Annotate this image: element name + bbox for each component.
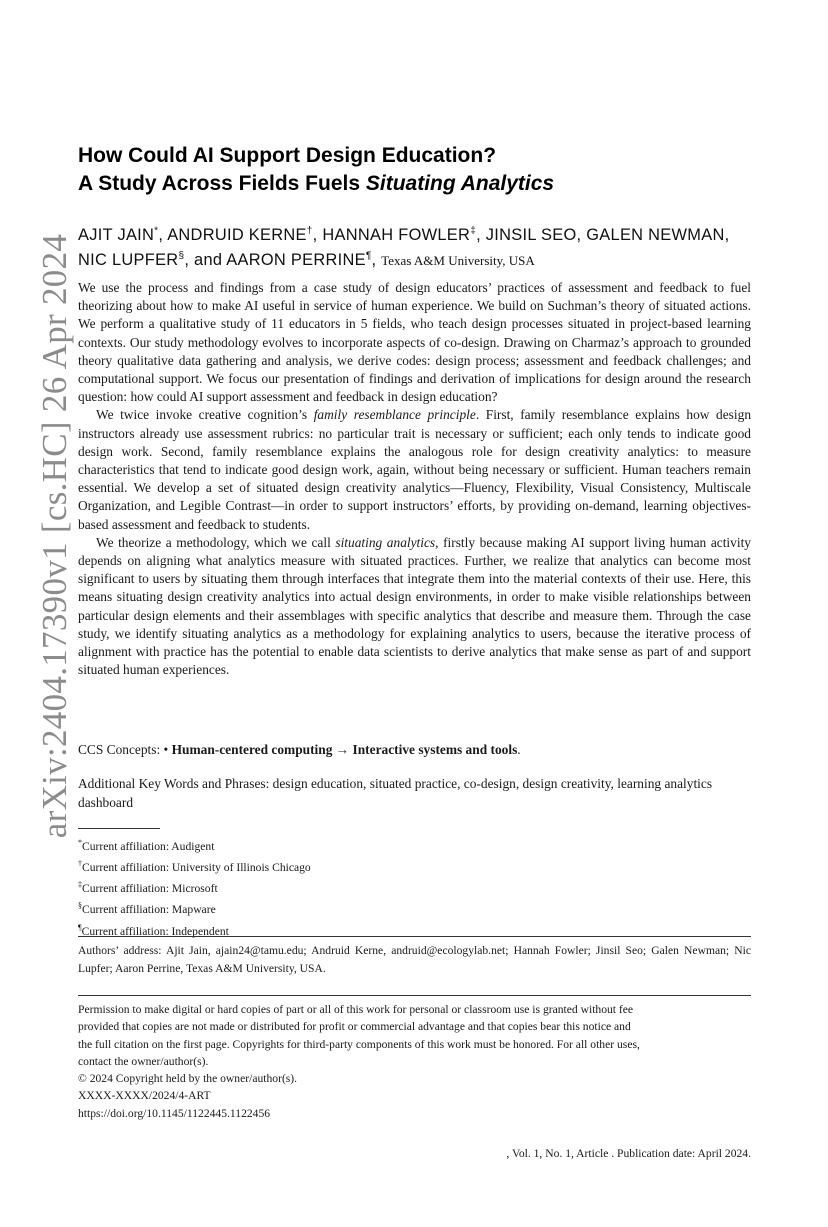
ccs-concepts [78, 741, 751, 759]
title-emphasis: Situating Analytics [365, 172, 555, 195]
ccs-label: CCS Concepts: • [78, 742, 172, 757]
abstract-paragraph-1: We use the process and findings from a case study of design educators’ practices of assessment and feedback to fuel theorizing about how to make AI useful in service of human experience. We build on Suchman’s theory of situated actions. We perform a qualitative study of 11 educators in 5 fields, who teach design processes situated in project-based learning contexts. Our study methodology evolves to incorporate aspects of co-design. Drawing on Charmaz’s approach to grounded theory qualitative data gathering and analysis, we derive codes: design process; assessment and feedback challenges; and computational support. We focus our presentation of findings and derivation of implications for design around the research question: how could AI support assessment and feedback in design education? [78, 280, 751, 405]
copyright-notice: © 2024 Copyright held by the owner/author(s). [78, 1072, 298, 1086]
footnote [78, 897, 751, 918]
author-mark: * [154, 225, 159, 237]
abstract-p3-text-a: We theorize a methodology, which we call [96, 534, 336, 550]
permission-line: the full citation on the first page. Copyrights for third-party components of this work must be honored. For all other uses, [78, 1037, 640, 1051]
doi-link[interactable]: https://doi.org/10.1145/1122445.1122456 [78, 1106, 271, 1120]
running-footer: , Vol. 1, No. 1, Article . Publication date: April 2024. [506, 1147, 751, 1160]
author-name: NIC LUPFER [78, 251, 179, 269]
arxiv-identifier: arXiv:2404.17390v1 [cs.HC] 26 Apr 2024 [35, 233, 74, 839]
ccs-arrow: → [332, 742, 353, 757]
abstract [78, 279, 751, 679]
author-name: AARON PERRINE [226, 251, 366, 269]
title-line-2 [78, 170, 751, 198]
footnote [78, 855, 751, 876]
footnote-mark: ‡ [78, 880, 82, 890]
author-mark: ¶ [365, 250, 372, 262]
permission-block [78, 1001, 751, 1122]
permission-line: Permission to make digital or hard copies of part or all of this work for personal or classroom use is granted without fee [78, 1003, 634, 1016]
author-mark: † [306, 225, 313, 237]
footnote-text: Current affiliation: Microsoft [82, 882, 218, 896]
abstract-p2-text-b: . First, family resemblance explains how design instructors already use assessment rubrics: no particular trait is necessary or sufficient; each only tends to indicate good design work. Second, family resemblance explains the analogous role for design creativity analytics: to measure characteristics that tend to indicate good design work, again, without being necessary or sufficient. Human teachers remain essential. We develop a set of situated design creativity analytics—Fluency, Flexibility, Visual Consistency, Multiscale Organization, and Legible Contrast—in order to support instructors’ efforts, by providing on-demand, learning objectives-based assessment and feedback to students. [78, 407, 752, 532]
abstract-p3-text-b: , firstly because making AI support living human activity depends on aligning what analytics measure with situated practices. Further, we realize that analytics can become most significant to users by situating them through interfaces that integrate them into the material contexts of their use. Here, this means situating design creativity analytics into actual design environments, in order to make visible relationships between particular design elements and their assemblages with specific analytics that describe and measure them. Through the case study, we identify situating analytics as a methodology for explaining analytics to users, because the iterative process of alignment with practice has the potential to enable data scientists to derive analytics that make sense as part of and support situated human experiences. [78, 534, 751, 678]
author-name: HANNAH FOWLER [322, 226, 471, 244]
footnote-text: Current affiliation: University of Illinois Chicago [82, 861, 311, 875]
footnote-text: Current affiliation: Independent [81, 924, 229, 938]
permission-line: contact the owner/author(s). [78, 1054, 209, 1068]
footnote [78, 834, 751, 855]
abstract-p2-text-a: We twice invoke creative cognition’s [96, 407, 314, 423]
authors-address: Authors’ address: Ajit Jain, ajain24@tamu.edu; Andruid Kerne, andruid@ecologylab.net; Hannah Fowler; Jinsil Seo; Galen Newman; Nic Lupfer; Aaron Perrine, Texas A&M University, USA. [78, 944, 751, 975]
author-list: AJIT JAIN*, ANDRUID KERNE†, HANNAH FOWLER‡, JINSIL SEO, GALEN NEWMAN, NIC LUPFER§, and AARON PERRINE¶, Texas A&M University, USA [78, 225, 730, 269]
footnote-mark: † [78, 859, 82, 869]
ccs-concept: Human-centered computing [171, 742, 333, 757]
permission-divider [78, 995, 751, 996]
authors-joiner: and [194, 251, 223, 269]
footnote-divider [78, 828, 160, 829]
author-name: JINSIL SEO [485, 226, 577, 244]
footnote-text: Current affiliation: Audigent [82, 839, 215, 853]
author-name: ANDRUID KERNE [167, 226, 307, 244]
author-name: GALEN NEWMAN [586, 226, 725, 244]
abstract-paragraph-2 [78, 406, 751, 533]
author-mark: § [178, 250, 185, 262]
footnote-mark: ¶ [78, 922, 82, 932]
permission-line: provided that copies are not made or distributed for profit or commercial advantage and that copies bear this notice and [78, 1020, 631, 1034]
ccs-subconcept: Interactive systems and tools [352, 742, 518, 757]
issn: XXXX-XXXX/2024/4-ART [78, 1089, 211, 1103]
title-line-2-text: A Study Across Fields Fuels [78, 172, 366, 195]
footnote-text: Current affiliation: Mapware [82, 903, 216, 917]
author-name: AJIT JAIN [78, 226, 155, 244]
footnotes [78, 834, 751, 940]
footnote-mark: § [78, 901, 82, 911]
footnote [78, 876, 751, 897]
ccs-end: . [517, 742, 521, 757]
abstract-paragraph-3 [78, 534, 751, 680]
footnote-mark: * [78, 838, 82, 847]
address-divider [78, 936, 751, 937]
abstract-p2-emphasis: family resemblance principle [313, 407, 476, 423]
author-mark: ‡ [470, 225, 477, 237]
paper-title [78, 142, 751, 198]
author-institution: Texas A&M University, USA [381, 253, 535, 268]
abstract-p3-emphasis: situating analytics [335, 534, 436, 550]
keywords: Additional Key Words and Phrases: design education, situated practice, co-design, design creativity, learning analytics dashboard [78, 776, 713, 810]
title-line-1: How Could AI Support Design Education? [78, 144, 497, 167]
